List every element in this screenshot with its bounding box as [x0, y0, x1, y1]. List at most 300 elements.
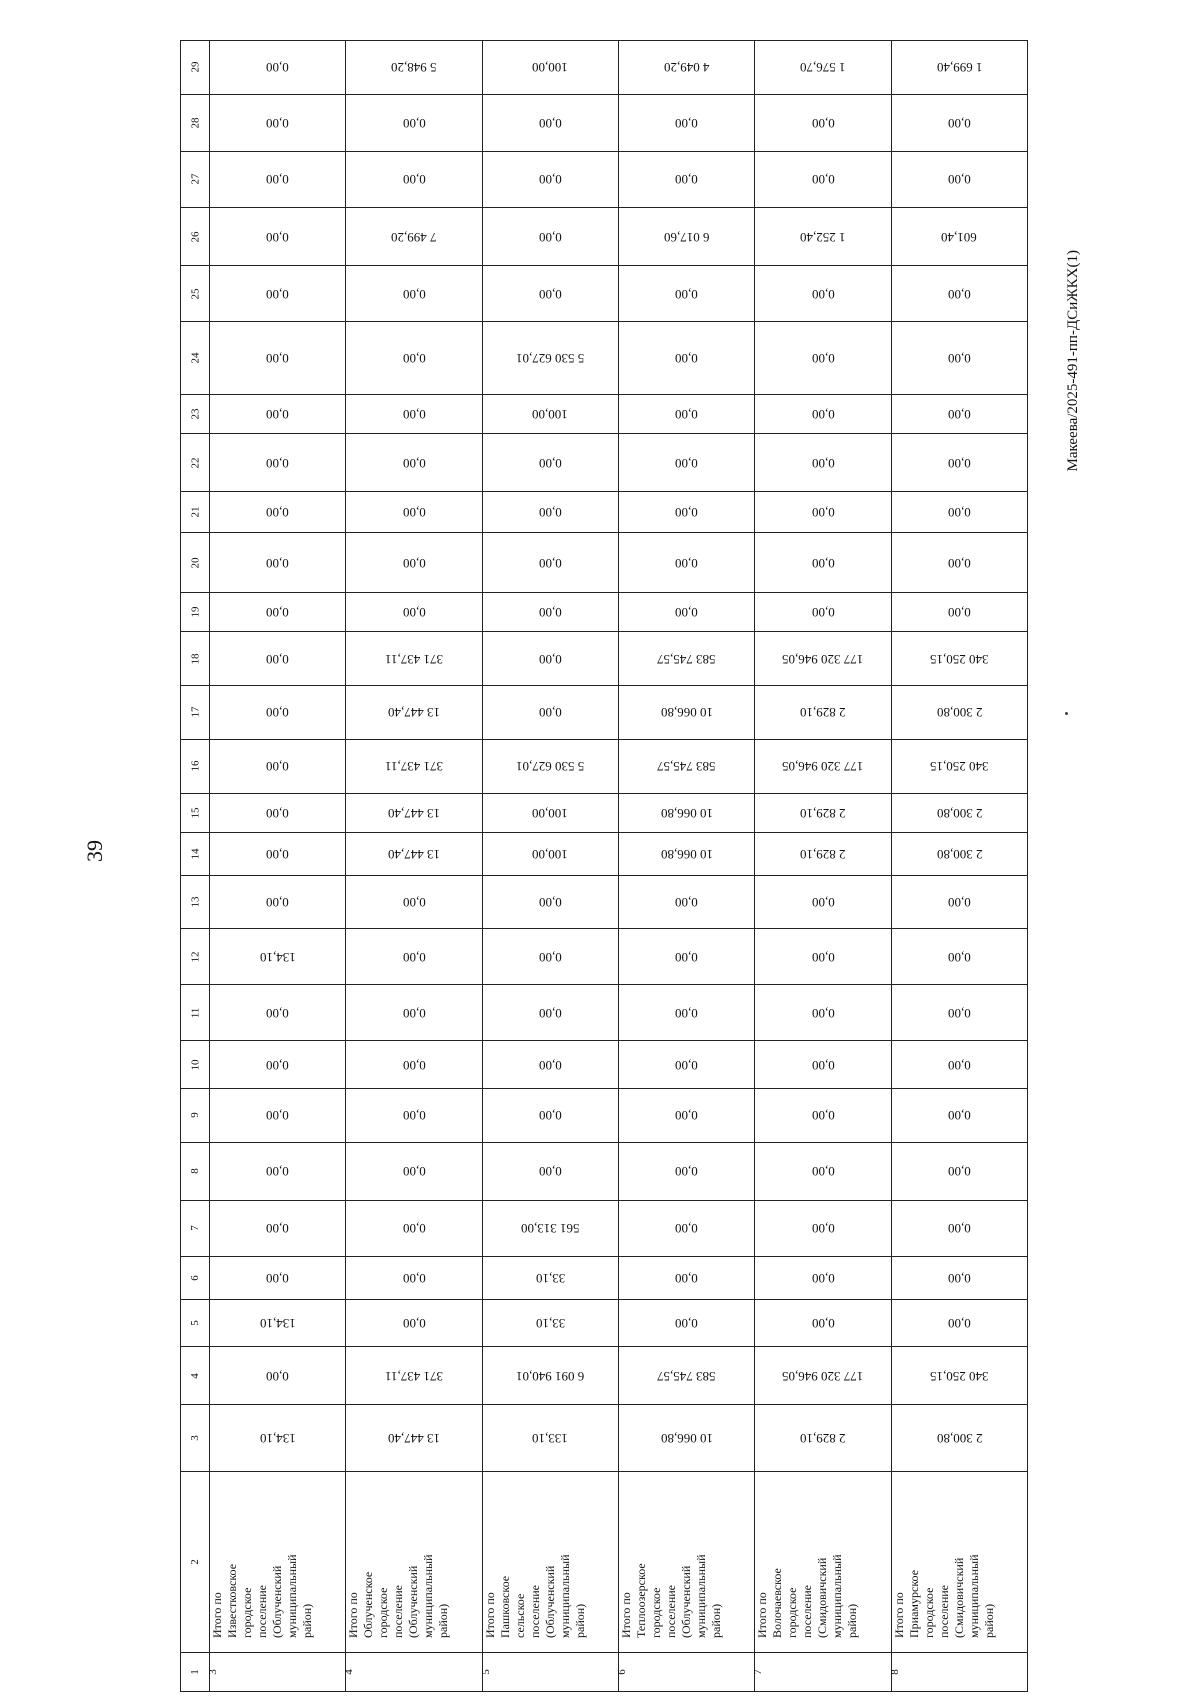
- value-cell: [346, 492, 482, 533]
- table-line: [181, 593, 1028, 632]
- column-number: 25: [189, 288, 201, 300]
- table-line: [181, 1472, 1028, 1653]
- value-cell: [618, 985, 754, 1041]
- value-cell: [210, 434, 346, 492]
- cell-value: 0,00: [266, 286, 290, 302]
- value-cell: [210, 1200, 346, 1256]
- column-number-cell: [181, 1653, 210, 1692]
- cell-value: 0,00: [811, 1057, 835, 1073]
- cell-value: 0,00: [675, 455, 699, 471]
- column-number: 26: [189, 231, 201, 242]
- cell-value: 0,00: [402, 286, 426, 302]
- value-cell: [210, 1041, 346, 1088]
- cell-value: 0,00: [947, 1005, 971, 1021]
- column-number-cell: [181, 151, 210, 207]
- cell-value: 0,00: [675, 1057, 699, 1073]
- column-number-cell: [181, 985, 210, 1041]
- cell-value: 0,00: [266, 805, 290, 821]
- value-cell: [482, 1347, 618, 1405]
- cell-value: 0,00: [811, 1108, 835, 1124]
- settlement-name-cell: [755, 1472, 891, 1653]
- cell-value: 0,00: [947, 1164, 971, 1180]
- value-cell: [346, 739, 482, 793]
- value-cell: [618, 1405, 754, 1472]
- value-cell: [210, 266, 346, 322]
- cell-value: 0,00: [811, 455, 835, 471]
- value-cell: [346, 985, 482, 1041]
- column-number: 15: [189, 807, 201, 819]
- cell-value: 33,10: [535, 1270, 565, 1286]
- value-cell: [482, 1299, 618, 1346]
- cell-value: 0,00: [266, 651, 290, 667]
- value-cell: [755, 41, 891, 95]
- value-cell: [755, 322, 891, 395]
- value-cell: [210, 875, 346, 929]
- cell-value: 6 017,60: [663, 229, 710, 245]
- value-cell: [891, 1405, 1027, 1472]
- row-number-cell: [206, 1653, 346, 1692]
- column-number: 19: [189, 606, 201, 618]
- value-cell: [346, 632, 482, 686]
- value-cell: [618, 395, 754, 434]
- settlement-name-cell: [618, 1472, 754, 1653]
- value-cell: [618, 533, 754, 593]
- value-cell: [891, 1299, 1027, 1346]
- cell-value: 0,00: [947, 895, 971, 910]
- cell-value: 0,00: [402, 1221, 426, 1237]
- document-code: Макеева/2025-491-пп-ДСиЖКХ(1): [1065, 250, 1081, 472]
- value-cell: [618, 1041, 754, 1088]
- value-cell: [482, 929, 618, 985]
- cell-value: 0,00: [402, 115, 426, 131]
- cell-value: 583 745,57: [657, 1368, 716, 1384]
- table-line: [181, 985, 1028, 1041]
- table-line: [181, 492, 1028, 533]
- value-cell: [755, 1200, 891, 1256]
- cell-value: 0,00: [811, 949, 835, 965]
- value-cell: [755, 593, 891, 632]
- column-number: 9: [189, 1112, 201, 1118]
- value-cell: [755, 632, 891, 686]
- cell-value: 0,00: [266, 1221, 290, 1237]
- value-cell: [891, 739, 1027, 793]
- cell-value: 0,00: [811, 351, 835, 367]
- cell-value: 583 745,57: [657, 759, 716, 775]
- value-cell: [618, 207, 754, 265]
- cell-value: 0,00: [538, 229, 562, 245]
- column-number: 29: [189, 61, 201, 73]
- cell-value: 0,00: [538, 172, 562, 188]
- column-number-cell: [181, 94, 210, 151]
- value-cell: [618, 832, 754, 875]
- settlement-name: Итого по Известковское городское поселение (Облученский муниципальный район): [210, 1554, 314, 1639]
- cell-value: 0,00: [811, 505, 835, 521]
- cell-value: 601,40: [941, 229, 978, 245]
- value-cell: [891, 322, 1027, 395]
- value-cell: [618, 593, 754, 632]
- value-cell: [482, 207, 618, 265]
- data-table: [180, 40, 1028, 1692]
- table-line: [181, 266, 1028, 322]
- value-cell: [346, 395, 482, 434]
- column-number-cell: [181, 686, 210, 740]
- value-cell: [346, 593, 482, 632]
- value-cell: [618, 266, 754, 322]
- cell-value: 0,00: [266, 505, 290, 521]
- table-line: [181, 1088, 1028, 1142]
- cell-value: 0,00: [675, 1221, 699, 1237]
- column-number: 10: [189, 1059, 201, 1071]
- cell-value: 2 829,10: [800, 805, 846, 821]
- cell-value: 0,00: [266, 1005, 290, 1021]
- table-line: [181, 929, 1028, 985]
- value-cell: [755, 207, 891, 265]
- value-cell: [891, 151, 1027, 207]
- column-number: 2: [189, 1559, 201, 1565]
- column-number-cell: [181, 832, 210, 875]
- column-number-cell: [181, 593, 210, 632]
- value-cell: [346, 832, 482, 875]
- cell-value: 0,00: [266, 407, 290, 423]
- column-number-cell: [181, 1405, 210, 1472]
- table-line: [181, 533, 1028, 593]
- row-number: 4: [343, 1669, 356, 1675]
- column-number: 6: [189, 1275, 201, 1281]
- value-cell: [210, 1256, 346, 1299]
- value-cell: [618, 151, 754, 207]
- column-number: 5: [189, 1320, 201, 1326]
- cell-value: 177 320 946,05: [782, 651, 864, 667]
- column-number: 24: [189, 352, 201, 364]
- cell-value: 583 745,57: [657, 651, 716, 667]
- value-cell: [891, 793, 1027, 832]
- table-line: [181, 1142, 1028, 1200]
- cell-value: 0,00: [266, 60, 290, 76]
- cell-value: 0,00: [947, 1221, 971, 1237]
- column-number: 12: [189, 951, 201, 963]
- cell-value: 0,00: [811, 115, 835, 131]
- value-cell: [210, 1299, 346, 1346]
- value-cell: [346, 686, 482, 740]
- cell-value: 13 447,40: [387, 846, 440, 862]
- cell-value: 0,00: [266, 172, 290, 188]
- cell-value: 0,00: [266, 1368, 290, 1384]
- column-number: 21: [189, 506, 201, 518]
- value-cell: [755, 1256, 891, 1299]
- value-cell: [346, 929, 482, 985]
- value-cell: [210, 1088, 346, 1142]
- value-cell: [346, 1041, 482, 1088]
- rotated-data-table: [180, 40, 1028, 1692]
- value-cell: [210, 207, 346, 265]
- settlement-name: Итого по Приамурское городское поселение (Смидовичский муниципальный район): [891, 1554, 996, 1639]
- value-cell: [346, 266, 482, 322]
- value-cell: [618, 1256, 754, 1299]
- value-cell: [891, 207, 1027, 265]
- value-cell: [482, 739, 618, 793]
- value-cell: [210, 395, 346, 434]
- cell-value: 10 066,80: [660, 1431, 713, 1447]
- cell-value: 0,00: [675, 555, 699, 571]
- value-cell: [618, 1088, 754, 1142]
- column-number: 23: [189, 408, 201, 420]
- table-line: [181, 1405, 1028, 1472]
- value-cell: [482, 151, 618, 207]
- cell-value: 0,00: [266, 846, 290, 862]
- cell-value: 5 530 627,01: [516, 351, 585, 367]
- cell-value: 0,00: [266, 1057, 290, 1073]
- cell-value: 0,00: [538, 705, 562, 721]
- settlement-name-cell: [891, 1472, 1027, 1653]
- value-cell: [346, 1088, 482, 1142]
- row-number-cell: [615, 1653, 754, 1692]
- cell-value: 0,00: [675, 1005, 699, 1021]
- cell-value: 0,00: [947, 351, 971, 367]
- cell-value: 0,00: [811, 1316, 835, 1332]
- value-cell: [618, 875, 754, 929]
- row-number: 3: [206, 1669, 219, 1675]
- row-number-cell: [888, 1653, 1027, 1692]
- value-cell: [482, 266, 618, 322]
- value-cell: [482, 41, 618, 95]
- value-cell: [346, 322, 482, 395]
- cell-value: 0,00: [402, 1316, 426, 1332]
- value-cell: [346, 94, 482, 151]
- value-cell: [482, 1200, 618, 1256]
- value-cell: [755, 875, 891, 929]
- column-number-cell: [181, 929, 210, 985]
- value-cell: [891, 41, 1027, 95]
- cell-value: 561 313,00: [521, 1221, 580, 1237]
- value-cell: [346, 1142, 482, 1200]
- value-cell: [618, 739, 754, 793]
- value-cell: [891, 492, 1027, 533]
- value-cell: [618, 1200, 754, 1256]
- value-cell: [755, 1299, 891, 1346]
- value-cell: [755, 1041, 891, 1088]
- value-cell: [618, 632, 754, 686]
- cell-value: 0,00: [266, 455, 290, 471]
- value-cell: [482, 1142, 618, 1200]
- cell-value: 0,00: [947, 286, 971, 302]
- value-cell: [210, 1347, 346, 1405]
- cell-value: 0,00: [947, 555, 971, 571]
- value-cell: [891, 1088, 1027, 1142]
- column-number: 11: [189, 1007, 201, 1019]
- table-line: [181, 1653, 1028, 1692]
- cell-value: 7 499,20: [391, 229, 437, 245]
- cell-value: 0,00: [538, 115, 562, 131]
- cell-value: 100,00: [532, 60, 569, 76]
- value-cell: [891, 533, 1027, 593]
- value-cell: [482, 395, 618, 434]
- value-cell: [346, 533, 482, 593]
- cell-value: 13 447,40: [387, 1431, 440, 1447]
- value-cell: [618, 492, 754, 533]
- value-cell: [210, 832, 346, 875]
- value-cell: [891, 94, 1027, 151]
- value-cell: [210, 1405, 346, 1472]
- cell-value: 0,00: [538, 949, 562, 965]
- value-cell: [346, 434, 482, 492]
- cell-value: 2 829,10: [800, 1431, 846, 1447]
- table-line: [181, 94, 1028, 151]
- table-line: [181, 41, 1028, 95]
- value-cell: [755, 793, 891, 832]
- column-number-cell: [181, 875, 210, 929]
- value-cell: [346, 1299, 482, 1346]
- column-number: 20: [189, 557, 201, 569]
- value-cell: [755, 929, 891, 985]
- cell-value: 0,00: [675, 1270, 699, 1286]
- value-cell: [346, 1200, 482, 1256]
- cell-value: 0,00: [811, 555, 835, 571]
- settlement-name: Итого по Облученское городское поселение (Облученский муниципальный район): [346, 1554, 451, 1639]
- table-line: [181, 434, 1028, 492]
- value-cell: [618, 793, 754, 832]
- value-cell: [891, 1142, 1027, 1200]
- value-cell: [210, 985, 346, 1041]
- value-cell: [891, 985, 1027, 1041]
- settlement-name-cell: [346, 1472, 482, 1653]
- value-cell: [891, 266, 1027, 322]
- cell-value: 0,00: [402, 1005, 426, 1021]
- value-cell: [891, 1256, 1027, 1299]
- settlement-name-cell: [482, 1472, 618, 1653]
- cell-value: 0,00: [675, 1316, 699, 1332]
- column-number: 16: [189, 760, 201, 772]
- table-line: [181, 832, 1028, 875]
- cell-value: 133,10: [532, 1431, 569, 1447]
- value-cell: [210, 793, 346, 832]
- cell-value: 0,00: [402, 1164, 426, 1180]
- value-cell: [210, 533, 346, 593]
- column-number-cell: [181, 41, 210, 95]
- cell-value: 134,10: [259, 949, 296, 965]
- cell-value: 0,00: [266, 1270, 290, 1286]
- value-cell: [891, 434, 1027, 492]
- value-cell: [482, 593, 618, 632]
- cell-value: 0,00: [947, 1270, 971, 1286]
- value-cell: [346, 151, 482, 207]
- cell-value: 0,00: [675, 115, 699, 131]
- cell-value: 0,00: [811, 1164, 835, 1180]
- table-line: [181, 1299, 1028, 1346]
- row-number: 7: [752, 1669, 765, 1675]
- column-number: 22: [189, 457, 201, 469]
- value-cell: [891, 1041, 1027, 1088]
- value-cell: [755, 94, 891, 151]
- column-number-cell: [181, 492, 210, 533]
- cell-value: 0,00: [266, 705, 290, 721]
- value-cell: [618, 1142, 754, 1200]
- cell-value: 10 066,80: [660, 846, 713, 862]
- cell-value: 100,00: [532, 805, 569, 821]
- cell-value: 0,00: [266, 605, 290, 621]
- row-number: 5: [479, 1669, 492, 1675]
- table-line: [181, 875, 1028, 929]
- cell-value: 1 576,70: [800, 60, 846, 76]
- cell-value: 10 066,80: [660, 805, 713, 821]
- value-cell: [482, 632, 618, 686]
- cell-value: 0,00: [402, 1270, 426, 1286]
- cell-value: 340 250,15: [930, 1368, 989, 1384]
- cell-value: 0,00: [266, 351, 290, 367]
- column-number-cell: [181, 395, 210, 434]
- cell-value: 0,00: [266, 229, 290, 245]
- cell-value: 0,00: [402, 555, 426, 571]
- value-cell: [482, 1088, 618, 1142]
- table-line: [181, 1200, 1028, 1256]
- column-number: 7: [189, 1225, 201, 1232]
- cell-value: 2 829,10: [800, 846, 846, 862]
- value-cell: [755, 1347, 891, 1405]
- cell-value: 134,10: [259, 1431, 296, 1447]
- value-cell: [210, 686, 346, 740]
- column-number: 27: [189, 173, 201, 185]
- cell-value: 0,00: [538, 1005, 562, 1021]
- column-number: 1: [189, 1669, 201, 1675]
- cell-value: 0,00: [947, 1108, 971, 1124]
- value-cell: [618, 94, 754, 151]
- cell-value: 0,00: [675, 351, 699, 367]
- cell-value: 0,00: [402, 505, 426, 521]
- row-number: 8: [888, 1669, 901, 1675]
- value-cell: [755, 739, 891, 793]
- cell-value: 0,00: [266, 1108, 290, 1124]
- cell-value: 0,00: [675, 407, 699, 423]
- table-line: [181, 1041, 1028, 1088]
- value-cell: [482, 985, 618, 1041]
- column-number-cell: [181, 632, 210, 686]
- cell-value: 371 437,11: [384, 759, 443, 775]
- cell-value: 0,00: [538, 605, 562, 621]
- value-cell: [482, 793, 618, 832]
- cell-value: 0,00: [266, 759, 290, 775]
- column-number: 13: [189, 896, 201, 908]
- value-cell: [210, 322, 346, 395]
- cell-value: 0,00: [811, 407, 835, 423]
- cell-value: 0,00: [402, 351, 426, 367]
- value-cell: [346, 875, 482, 929]
- cell-value: 340 250,15: [930, 759, 989, 775]
- cell-value: 0,00: [811, 895, 835, 910]
- cell-value: 33,10: [535, 1316, 565, 1332]
- cell-value: 100,00: [532, 846, 569, 862]
- cell-value: 0,00: [538, 651, 562, 667]
- value-cell: [891, 875, 1027, 929]
- value-cell: [346, 207, 482, 265]
- value-cell: [210, 593, 346, 632]
- cell-value: 0,00: [402, 407, 426, 423]
- value-cell: [482, 1041, 618, 1088]
- cell-value: 0,00: [811, 1270, 835, 1286]
- table-line: [181, 686, 1028, 740]
- value-cell: [755, 832, 891, 875]
- settlement-name: Итого по Пашковское сельское поселение (Облученский муниципальный район): [482, 1554, 587, 1639]
- cell-value: 5 948,20: [391, 60, 437, 76]
- value-cell: [618, 1299, 754, 1346]
- cell-value: 0,00: [538, 1108, 562, 1124]
- value-cell: [891, 593, 1027, 632]
- column-number: 4: [189, 1373, 201, 1379]
- cell-value: 0,00: [402, 1108, 426, 1124]
- cell-value: 0,00: [947, 949, 971, 965]
- value-cell: [891, 632, 1027, 686]
- column-number-cell: [181, 266, 210, 322]
- table-line: [181, 151, 1028, 207]
- cell-value: 0,00: [675, 895, 699, 910]
